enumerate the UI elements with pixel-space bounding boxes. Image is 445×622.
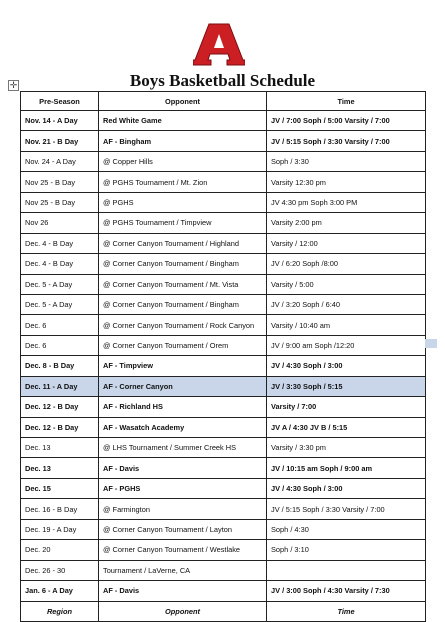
cell-opponent: AF - PGHS (99, 478, 267, 498)
cell-time: JV / 5:15 Soph / 3:30 Varsity / 7:00 (267, 499, 426, 519)
cell-time: JV / 3:20 Soph / 6:40 (267, 294, 426, 314)
cell-time: Soph / 3:10 (267, 540, 426, 560)
cell-date: Nov. 14 - A Day (21, 111, 99, 131)
cell-time: Varsity 12:30 pm (267, 172, 426, 192)
cell-opponent: @ PGHS (99, 192, 267, 212)
cell-date: Dec. 13 (21, 458, 99, 478)
table-row (21, 356, 426, 376)
cell-opponent: @ Corner Canyon Tournament / Mt. Vista (99, 274, 267, 294)
cell-time: JV A / 4:30 JV B / 5:15 (267, 417, 426, 437)
cell-opponent: Red White Game (99, 111, 267, 131)
school-logo-icon (193, 22, 245, 66)
cell-opponent: @ Corner Canyon Tournament / Rock Canyon (99, 315, 267, 335)
cell-time: Soph / 4:30 (267, 519, 426, 539)
table-row (21, 233, 426, 253)
cell-opponent: AF - Davis (99, 458, 267, 478)
footer-opponent: Opponent (99, 601, 267, 621)
header-time: Time (267, 92, 426, 111)
cell-opponent: @ Corner Canyon Tournament / Layton (99, 519, 267, 539)
selection-highlight (425, 339, 437, 348)
cell-time: Varsity 2:00 pm (267, 213, 426, 233)
cell-date: Dec. 5 - A Day (21, 274, 99, 294)
table-row (21, 417, 426, 437)
cell-date: Dec. 6 (21, 335, 99, 355)
cell-date: Dec. 5 - A Day (21, 294, 99, 314)
table-row (21, 560, 426, 580)
cell-date: Dec. 6 (21, 315, 99, 335)
cell-date: Dec. 19 - A Day (21, 519, 99, 539)
cell-time: JV / 10:15 am Soph / 9:00 am (267, 458, 426, 478)
table-move-handle-icon[interactable]: ✛ (9, 80, 18, 90)
cell-date: Dec. 12 - B Day (21, 417, 99, 437)
table-row (21, 499, 426, 519)
cell-date: Jan. 6 - A Day (21, 581, 99, 601)
table-row (21, 581, 426, 601)
cell-time: Varsity / 7:00 (267, 397, 426, 417)
cell-date: Nov. 21 - B Day (21, 131, 99, 151)
cell-opponent: AF - Wasatch Academy (99, 417, 267, 437)
footer-row (21, 601, 426, 621)
table-row (21, 376, 426, 396)
cell-time (267, 560, 426, 580)
table-row (21, 438, 426, 458)
cell-date: Dec. 12 - B Day (21, 397, 99, 417)
cell-opponent: @ Corner Canyon Tournament / Westlake (99, 540, 267, 560)
table-row (21, 458, 426, 478)
cell-time: Soph / 3:30 (267, 151, 426, 171)
cell-opponent: @ Corner Canyon Tournament / Bingham (99, 254, 267, 274)
cell-time: JV / 6:20 Soph /8:00 (267, 254, 426, 274)
cell-date: Dec. 8 - B Day (21, 356, 99, 376)
cell-time: Varsity / 3:30 pm (267, 438, 426, 458)
table-row (21, 397, 426, 417)
cell-opponent: AF - Davis (99, 581, 267, 601)
cell-opponent: Tournament / LaVerne, CA (99, 560, 267, 580)
cell-time: JV 4:30 pm Soph 3:00 PM (267, 192, 426, 212)
cell-time: Varsity / 10:40 am (267, 315, 426, 335)
cell-date: Dec. 20 (21, 540, 99, 560)
table-row (21, 192, 426, 212)
cell-opponent: @ PGHS Tournament / Timpview (99, 213, 267, 233)
cell-opponent: AF - Richland HS (99, 397, 267, 417)
cell-opponent: @ Corner Canyon Tournament / Orem (99, 335, 267, 355)
table-row (21, 131, 426, 151)
cell-date: Dec. 15 (21, 478, 99, 498)
cell-time: JV / 4:30 Soph / 3:00 (267, 356, 426, 376)
table-row (21, 335, 426, 355)
table-row (21, 151, 426, 171)
cell-date: Dec. 26 - 30 (21, 560, 99, 580)
cell-time: Varsity / 5:00 (267, 274, 426, 294)
table-row (21, 172, 426, 192)
table-row (21, 294, 426, 314)
table-row (21, 213, 426, 233)
cell-time: JV / 7:00 Soph / 5:00 Varsity / 7:00 (267, 111, 426, 131)
cell-date: Nov 25 - B Day (21, 172, 99, 192)
cell-opponent: @ Corner Canyon Tournament / Bingham (99, 294, 267, 314)
header-row (21, 92, 426, 111)
cell-date: Nov 26 (21, 213, 99, 233)
cell-time: JV / 3:30 Soph / 5:15 (267, 376, 426, 396)
cell-opponent: @ Farmington (99, 499, 267, 519)
footer-time: Time (267, 601, 426, 621)
cell-time: JV / 3:00 Soph / 4:30 Varsity / 7:30 (267, 581, 426, 601)
table-row (21, 478, 426, 498)
table-row (21, 540, 426, 560)
cell-date: Dec. 16 - B Day (21, 499, 99, 519)
cell-date: Dec. 4 - B Day (21, 233, 99, 253)
cell-date: Nov 25 - B Day (21, 192, 99, 212)
cell-opponent: @ Copper Hills (99, 151, 267, 171)
schedule-table (20, 91, 426, 622)
header-date: Pre-Season (21, 92, 99, 111)
table-row (21, 111, 426, 131)
cell-opponent: AF - Corner Canyon (99, 376, 267, 396)
cell-opponent: @ Corner Canyon Tournament / Highland (99, 233, 267, 253)
cell-opponent: AF - Bingham (99, 131, 267, 151)
table-row (21, 254, 426, 274)
cell-date: Nov. 24 - A Day (21, 151, 99, 171)
cell-opponent: AF - Timpview (99, 356, 267, 376)
page-title: Boys Basketball Schedule (129, 71, 316, 90)
cell-date: Dec. 4 - B Day (21, 254, 99, 274)
cell-opponent: @ PGHS Tournament / Mt. Zion (99, 172, 267, 192)
cell-date: Dec. 13 (21, 438, 99, 458)
cell-time: JV / 9:00 am Soph /12:20 (267, 335, 426, 355)
table-row (21, 274, 426, 294)
footer-region: Region (21, 601, 99, 621)
cell-date: Dec. 11 - A Day (21, 376, 99, 396)
cell-time: Varsity / 12:00 (267, 233, 426, 253)
table-row (21, 315, 426, 335)
header-opponent: Opponent (99, 92, 267, 111)
cell-time: JV / 4:30 Soph / 3:00 (267, 478, 426, 498)
cell-opponent: @ LHS Tournament / Summer Creek HS (99, 438, 267, 458)
cell-time: JV / 5:15 Soph / 3:30 Varsity / 7:00 (267, 131, 426, 151)
table-row (21, 519, 426, 539)
